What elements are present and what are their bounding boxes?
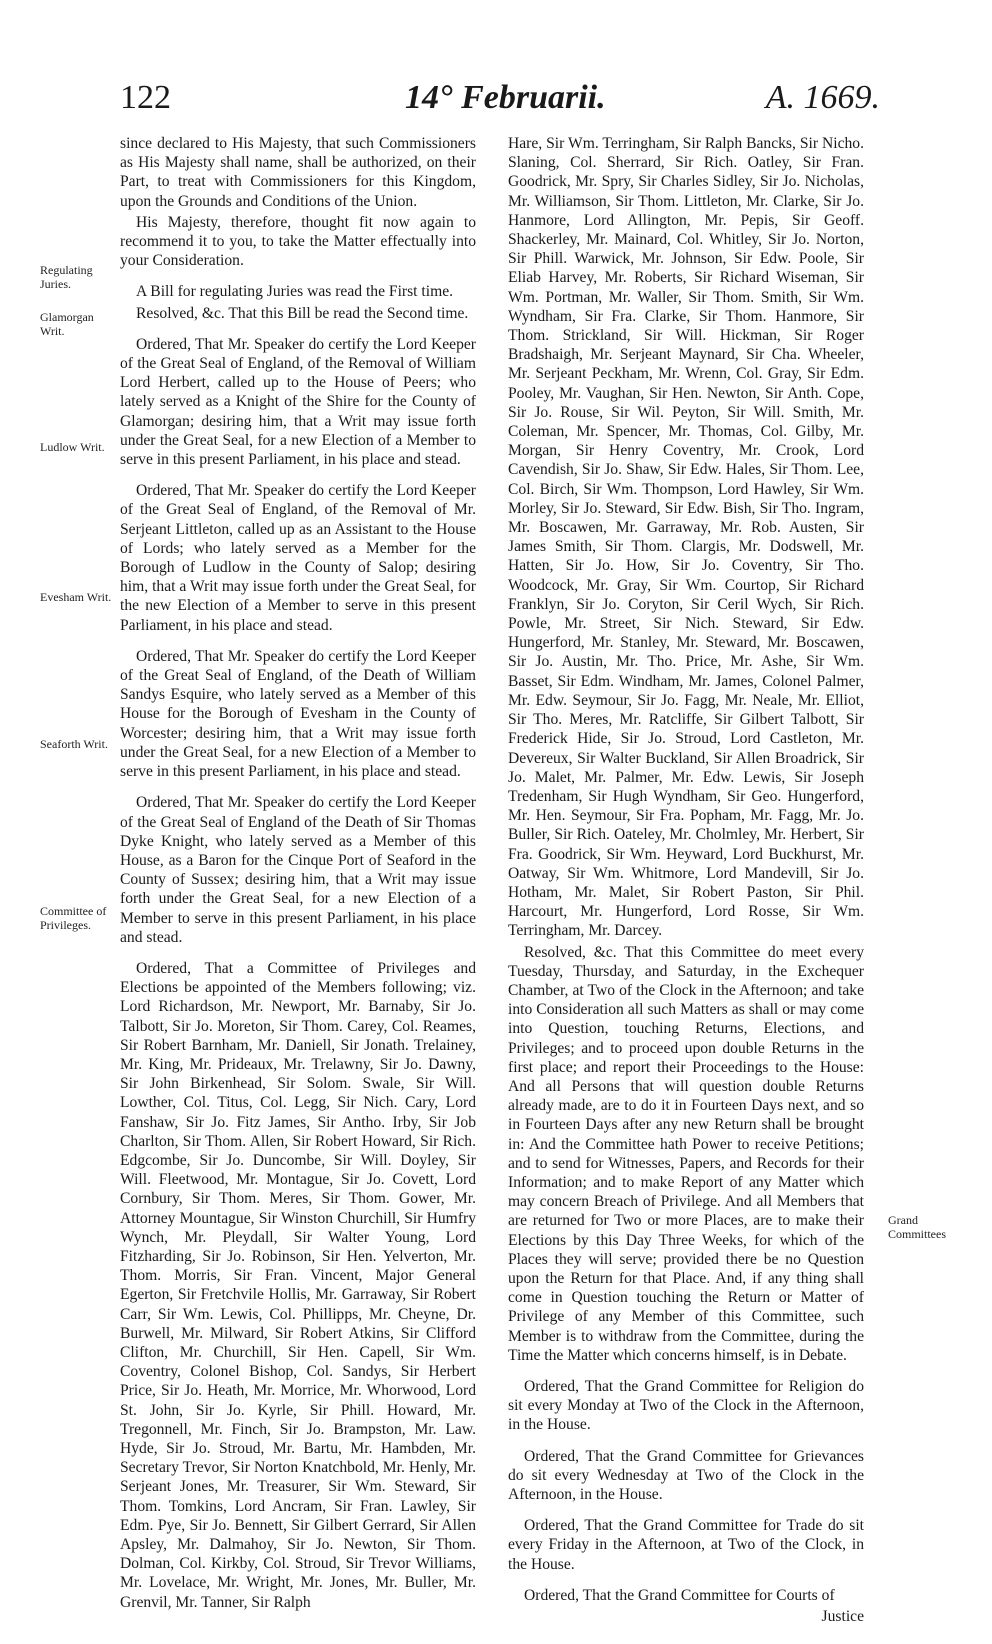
margin-note-evesham: Evesham Writ. [40,590,112,604]
paragraph: Ordered, That Mr. Speaker do certify the Lord Keeper of the Great Seal of England, of the Death of William Sandys Esquire, who lately served as a Member of this House for the Borough of Evesham in the County of Worcester; desiring him, that a Writ may issue forth under the Great Seal, for a new Election of a Member to serve in this present Parliament, in his place and stead. [120,647,476,781]
page-date: 14° Februarii. [405,79,606,116]
paragraph: Resolved, &c. That this Bill be read the Second time. [136,304,469,322]
right-column [508,134,864,1628]
page-number: 122 [120,79,171,116]
catchword: Justice [821,1608,864,1626]
margin-note-grand: Grand Committees [888,1213,946,1241]
paragraph: Ordered, That the Grand Committee for Grievances do sit every Wednesday at Two of the Clock in the Afternoon, in the House. [508,1447,864,1504]
margin-note-ludlow: Ludlow Writ. [40,440,105,454]
paragraph: since declared to His Majesty, that such Commissioners as His Majesty shall name, shall be authorized, on their Part, to treat with Commissioners for this Kingdom, upon the Grounds and Conditions of the Union. [120,135,476,210]
paragraph: Ordered, That Mr. Speaker do certify the Lord Keeper of the Great Seal of England, of the Removal of Mr. Serjeant Littleton, called up as an Assistant to the House of Lords; who lately served as a Member for the Borough of Ludlow in the County of Salop; desiring him, that a Writ may issue forth under the Great Seal, for the new Election of a Member to serve in this present Parliament, in his place and stead. [120,482,476,634]
margin-note-privileges: Committee of Privileges. [40,904,107,932]
paragraph: Ordered, That Mr. Speaker do certify the Lord Keeper of the Great Seal of England of the Death of Sir Thomas Dyke Knight, who lately served as a Member of this House, as a Baron for the Cinque Port of Seaford in the County of Sussex; desiring him, that a Writ may issue forth under the Great Seal, for a new Election of a Member to serve in this present Parliament, in his place and stead. [120,794,476,946]
paragraph: Ordered, That the Grand Committee for Courts of [524,1586,835,1604]
margin-note-seaforth: Seaforth Writ. [40,737,108,751]
paragraph: Resolved, &c. That this Committee do meet every Tuesday, Thursday, and Saturday, in the Exchequer Chamber, at Two of the Clock in the Afternoon; and take into Consideration all such Matters as shall or may come into Question, touching Returns, Elections, and Privileges; and to proceed upon double Returns in the first place; and report their Proceedings to the House: And all Persons that will question double Returns already made, are to do it in Fourteen Days next, and so in Fourteen Days after any new Return shall be brought in: And the Committee hath Power to receive Petitions; and to send for Witnesses, Papers, and Records for their Information; and to make Report of any Matter which may concern Breach of Privilege. And all Members that are returned for Two or more Places, are to make their Elections by this Day Three Weeks, for which of the Places they will serve; provided there be no Question upon the Return for that Place. And, if any thing shall come in Question touching the Return or Matter of Privilege of any Member of this Committee, such Member is to withdraw from the Committee, during the Time the Matter which concerns himself, is in Debate. [508,943,864,1364]
margin-note-regulating: Regulating Juries. [40,263,93,291]
margin-note-glamorgan: Glamorgan Writ. [40,310,94,338]
paragraph: Ordered, That the Grand Committee for Trade do sit every Friday in the Afternoon, at Two of the Clock, in the House. [508,1517,864,1573]
paragraph: Ordered, That the Grand Committee for Religion do sit every Monday at Two of the Clock in the Afternoon, in the House. [508,1378,864,1434]
paragraph: His Majesty, therefore, thought fit now again to recommend it to you, to take the Matter effectually into your Consideration. [120,213,476,270]
left-column [120,134,476,1614]
paragraph: Ordered, That Mr. Speaker do certify the Lord Keeper of the Great Seal of England, of the Removal of William Lord Herbert, called up to the House of Peers; who lately served as a Knight of the Shire for the County of Glamorgan; desiring him, that a Writ may issue forth under the Great Seal, for a new Election of a Member to serve in this present Parliament, in his place and stead. [120,335,476,469]
page-header [120,78,880,128]
paragraph: Ordered, That a Committee of Privileges and Elections be appointed of the Members following; viz. Lord Richardson, Mr. Newport, Mr. Barnaby, Sir Jo. Talbott, Sir Jo. Moreton, Sir Thom. Carey, Col. Reames, Sir Robert Barnham, Mr. Daniell, Sir Jonath. Trelainey, Mr. King, Mr. Prideaux, Mr. Trelawny, Sir Jo. Dawny, Sir John Birkenhead, Sir Solom. Swale, Sir Will. Lowther, Col. Titus, Col. Legg, Sir Nich. Cary, Lord Fanshaw, Sir Jo. Fitz James, Sir Antho. Irby, Sir Job Charlton, Sir Thom. Allen, Sir Robert Howard, Sir Rich. Edgcombe, Sir Jo. Duncombe, Sir Will. Doyley, Sir Will. Fleetwood, Mr. Montague, Sir Jo. Covett, Lord Cornbury, Sir Thom. Meres, Sir Thom. Gower, Mr. Attorney Mountague, Sir Winston Churchill, Sir Humfry Wynch, Mr. Pleydall, Sir Walter Young, Lord Fitzharding, Sir Jo. Robinson, Sir Hen. Yelverton, Mr. Thom. Morris, Sir Fran. Vincent, Major General Egerton, Sir Fretchvile Hollis, Mr. Garraway, Sir Robert Carr, Sir Wm. Lewis, Col. Phillipps, Mr. Cheyne, Dr. Burwell, Mr. Milward, Sir Robert Atkins, Sir Clifford Clifton, Mr. Churchill, Sir Hen. Capell, Sir Wm. Coventry, Colonel Bishop, Col. Sandys, Sir Herbert Price, Sir Jo. Heath, Mr. Morrice, Mr. Whorwood, Lord St. John, Sir Jo. Kyrle, Sir Phill. Howard, Mr. Tregonnell, Mr. Finch, Sir Jo. Brampston, Mr. Law. Hyde, Sir Jo. Stroud, Mr. Bartu, Mr. Hambden, Mr. Secretary Trevor, Sir Norton Knatchbold, Mr. Henly, Mr. Serjeant Jones, Mr. Treasurer, Sir Wm. Steward, Sir Thom. Tomkins, Lord Ancram, Sir Fran. Lawley, Sir Edm. Pye, Sir Jo. Bennett, Sir Gilbert Gerrard, Sir Allen Apsley, Mr. Dalmahoy, Sir Jo. Newton, Sir Thom. Dolman, Col. Kirkby, Col. Stroud, Sir Trevor Williams, Mr. Lovelace, Mr. Wright, Mr. Jones, Mr. Buller, Mr. Grenvil, Mr. Tanner, Sir Ralph [120,959,476,1611]
page-year: A. 1669. [765,79,880,116]
paragraph: A Bill for regulating Juries was read the First time. [136,283,454,301]
paragraph: Hare, Sir Wm. Terringham, Sir Ralph Bancks, Sir Nicho. Slaning, Col. Sherrard, Sir Rich. Oatley, Sir Fran. Goodrick, Mr. Spry, Sir Charles Sidley, Sir Jo. Nicholas, Mr. Williamson, Sir Thom. Littleton, Mr. Clarke, Sir Jo. Hanmore, Lord Allington, Mr. Pepis, Sir Geoff. Shackerley, Mr. Mainard, Col. Whitley, Sir Jo. Norton, Sir Phill. Warwick, Mr. Johnson, Sir Edw. Poole, Sir Eliab Harvey, Mr. Roberts, Sir Richard Wiseman, Sir Wm. Portman, Mr. Waller, Sir Thom. Smith, Sir Wm. Wyndham, Sir Fra. Clarke, Sir Thom. Hanmore, Sir Thom. Strickland, Sir Will. Hickman, Sir Roger Bradshaigh, Mr. Serjeant Maynard, Sir Cha. Wheeler, Mr. Serjeant Peckham, Mr. Wrenn, Col. Gray, Sir Edm. Pooley, Mr. Vaughan, Sir Hen. Newton, Sir Anth. Cope, Sir Jo. Rouse, Sir Wil. Peyton, Sir Will. Smith, Mr. Coleman, Mr. Spencer, Mr. Thomas, Col. Gilby, Mr. Morgan, Sir Henry Coventry, Mr. Crook, Lord Cavendish, Sir Jo. Shaw, Sir Edw. Hales, Sir Thom. Lee, Col. Birch, Sir Wm. Thompson, Lord Hawley, Sir Wm. Morley, Sir Jo. Steward, Sir Edw. Bish, Sir Tho. Ingram, Mr. Boscawen, Mr. Garraway, Mr. Rob. Austen, Sir James Smith, Sir Thom. Clargis, Mr. Dodswell, Mr. Hatten, Sir Jo. How, Sir Jo. Coventry, Sir Tho. Woodcock, Mr. Gray, Sir Wm. Courtop, Sir Richard Franklyn, Sir Jo. Coryton, Sir Ceril Wych, Sir Rich. Powle, Mr. Street, Sir Nich. Steward, Sir Edw. Hungerford, Mr. Stanley, Mr. Steward, Mr. Boscawen, Sir Jo. Austin, Mr. Tho. Price, Mr. Ashe, Sir Wm. Basset, Sir Edm. Windham, Mr. James, Colonel Palmer, Mr. Edw. Seymour, Sir Jo. Fagg, Mr. Neale, Mr. Elliot, Sir Tho. Meres, Mr. Ratcliffe, Sir Gilbert Talbott, Sir Frederick Hide, Sir Jo. Stroud, Lord Castleton, Mr. Devereux, Sir Walter Buckland, Sir Allen Broadrick, Sir Jo. Malet, Mr. Palmer, Mr. Edw. Lewis, Sir Joseph Tredenham, Sir Hugh Wyndham, Sir Geo. Hungerford, Mr. Hen. Seymour, Sir Fra. Popham, Mr. Fagg, Mr. Jo. Buller, Sir Rich. Oateley, Mr. Cholmley, Mr. Herbert, Sir Fra. Goodrick, Sir Wm. Heyward, Lord Buckhurst, Mr. Oatway, Sir Wm. Whitmore, Lord Mandevill, Sir Jo. Hotham, Mr. Malet, Sir Robert Paston, Sir Phil. Harcourt, Mr. Hungerford, Lord Rosse, Sir Wm. Terringham, Mr. Darcey. [508,135,864,940]
